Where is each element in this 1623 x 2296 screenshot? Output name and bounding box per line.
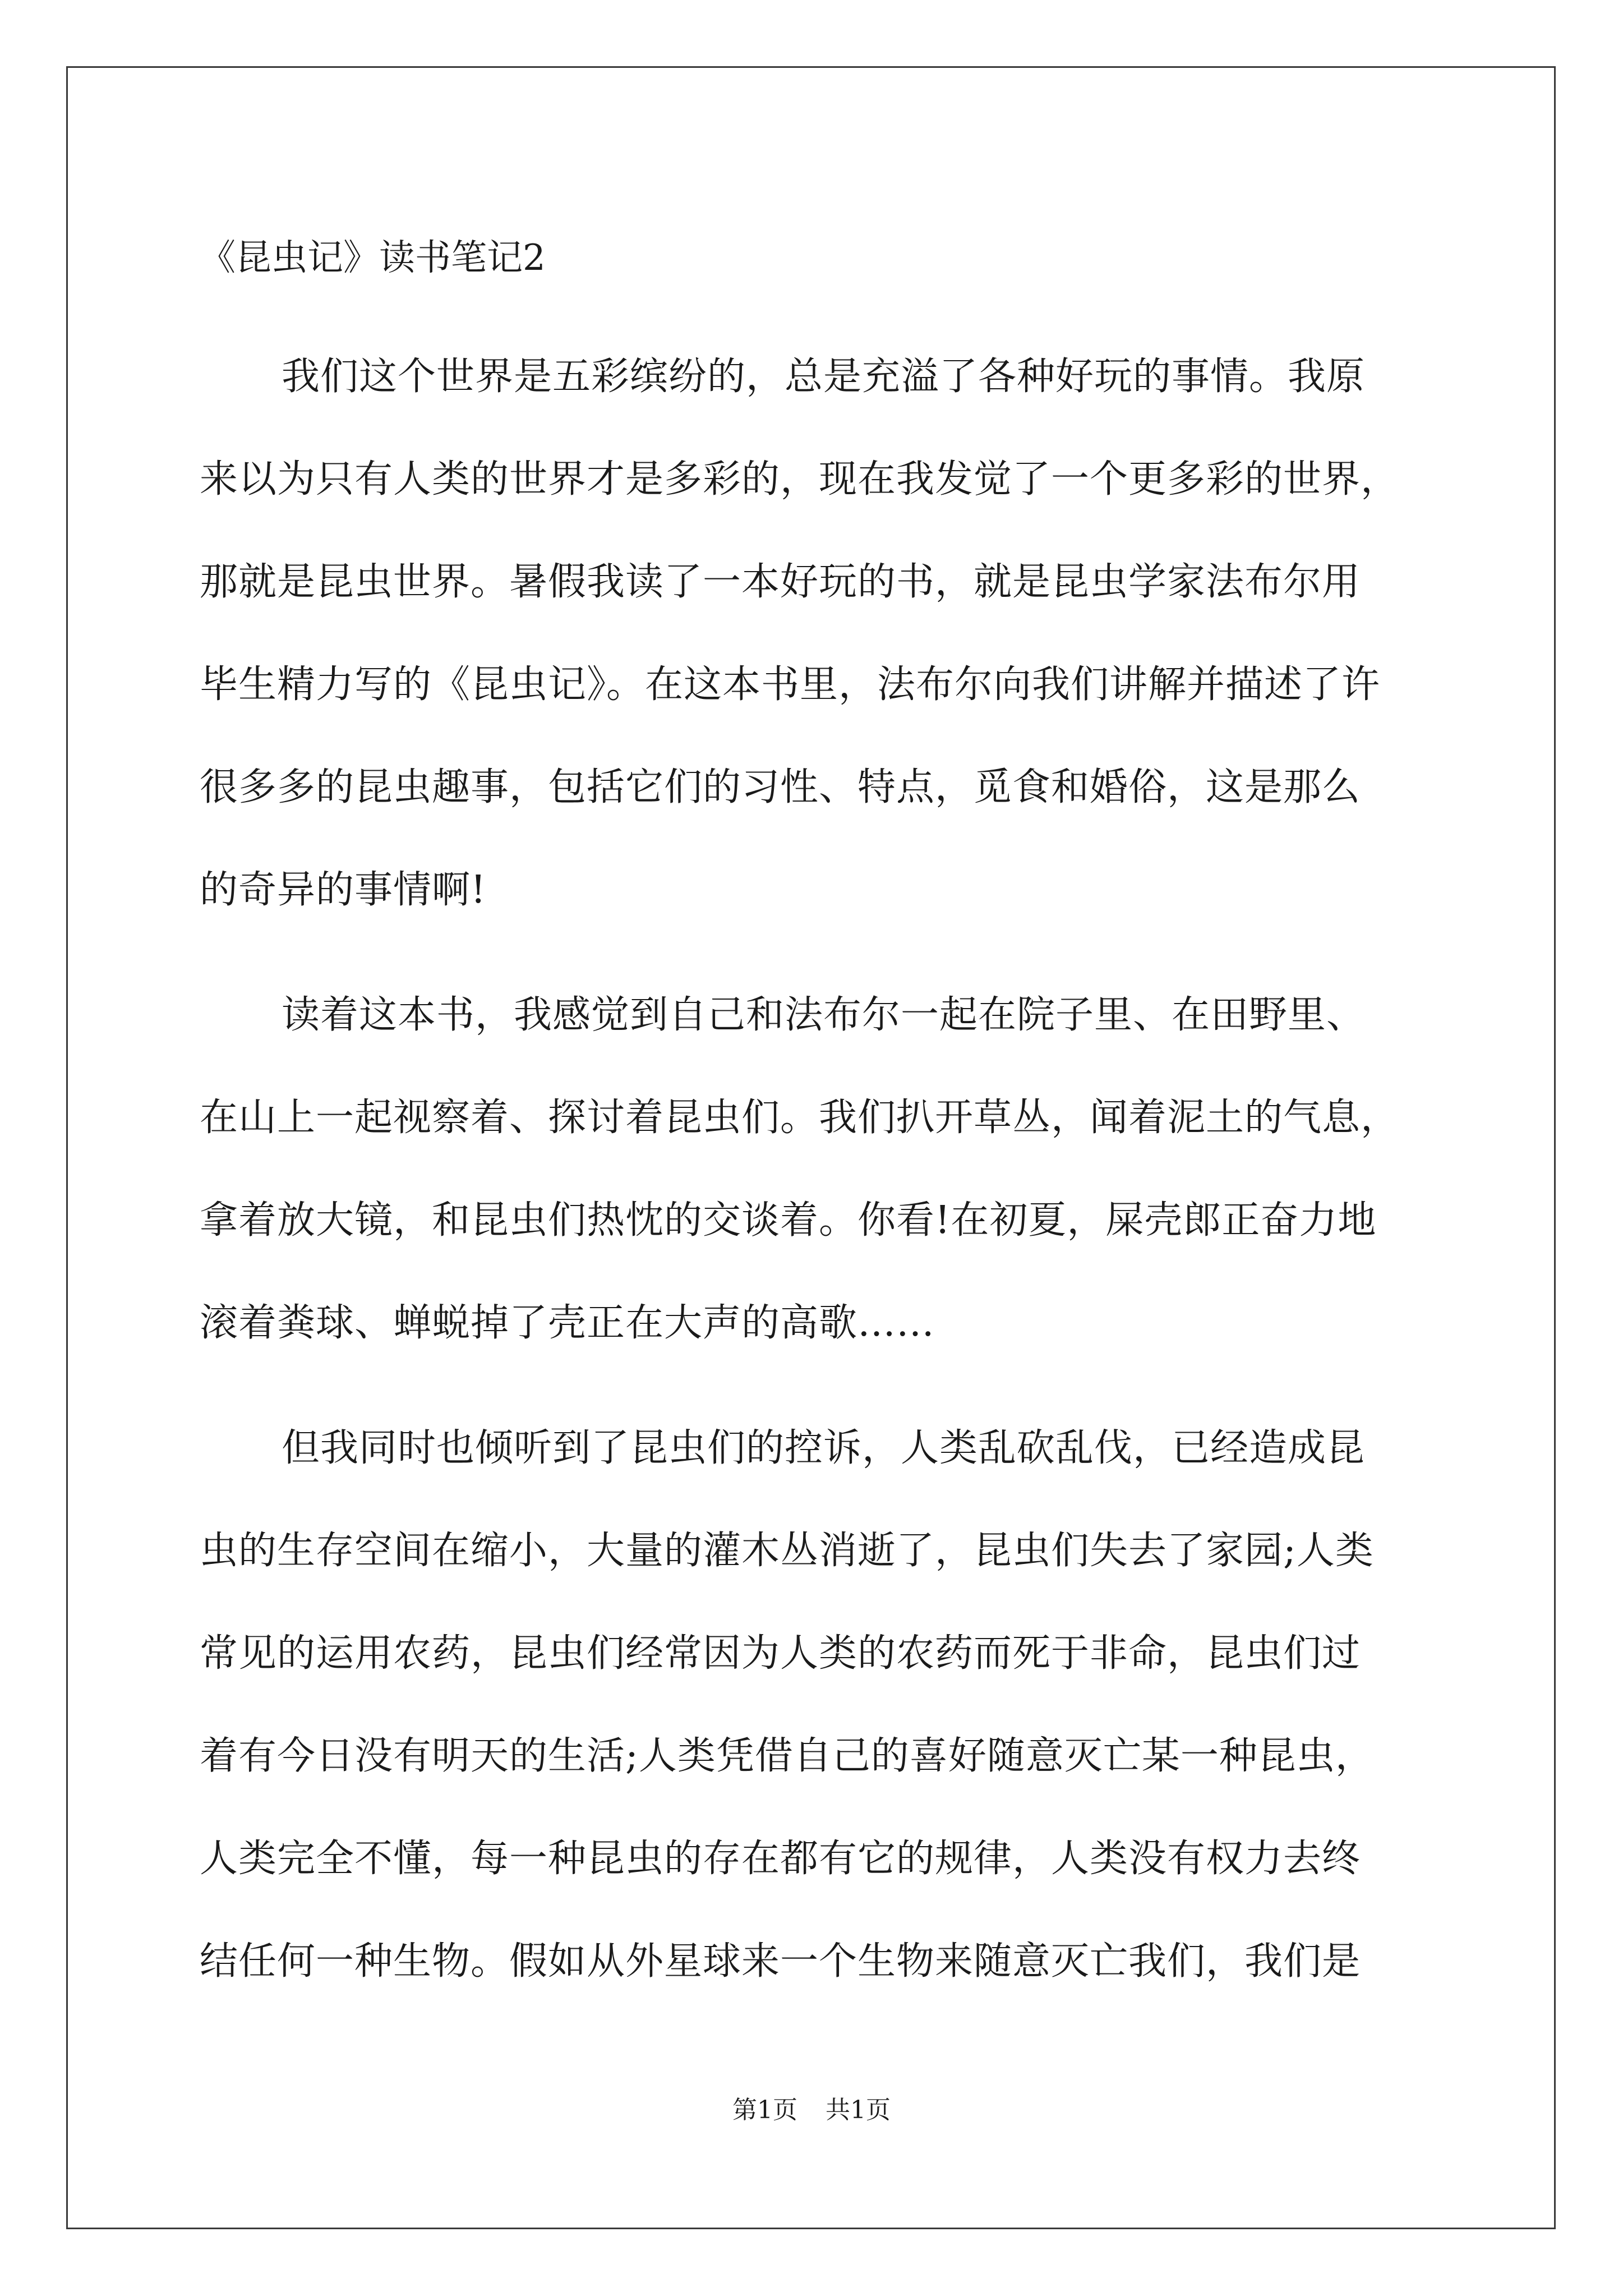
text-line: 很多多的昆虫趣事，包括它们的习性、特点，觅食和婚俗，这是那么: [200, 765, 1361, 809]
text-line: 滚着粪球、蝉蜕掉了壳正在大声的高歌……: [200, 1301, 935, 1345]
text-line: 人类完全不懂，每一种昆虫的存在都有它的规律，人类没有权力去终: [200, 1837, 1361, 1881]
page-total: 共1页: [826, 2096, 891, 2124]
text-line: 着有今日没有明天的生活;人类凭借自己的喜好随意灭亡某一种昆虫，: [200, 1734, 1374, 1778]
text-line: 的奇异的事情啊!: [200, 868, 487, 912]
text-line: 那就是昆虫世界。暑假我读了一本好玩的书，就是昆虫学家法布尔用: [200, 560, 1361, 604]
text-line: 读着这本书，我感觉到自己和法布尔一起在院子里、在田野里、: [282, 993, 1366, 1037]
text-line: 我们这个世界是五彩缤纷的，总是充溢了各种好玩的事情。我原: [282, 355, 1366, 399]
paragraph-1: [200, 325, 1428, 941]
text-line: 拿着放大镜，和昆虫们热忱的交谈着。你看!在初夏，屎壳郎正奋力地: [200, 1198, 1377, 1243]
text-line: 在山上一起视察着、探讨着昆虫们。我们扒开草丛，闻着泥土的气息，: [200, 1096, 1400, 1140]
page-number: 第1页: [732, 2096, 797, 2124]
paragraph-2: [200, 964, 1428, 1374]
document-body: [200, 213, 1428, 2013]
document-title: 《昆虫记》读书笔记2: [200, 237, 546, 279]
page-footer: [0, 2093, 1623, 2127]
text-line: 常见的运用农药，昆虫们经常因为人类的农药而死于非命，昆虫们过: [200, 1631, 1361, 1676]
text-line: 虫的生存空间在缩小，大量的灌木丛消逝了，昆虫们失去了家园;人类: [200, 1529, 1374, 1573]
text-line: 但我同时也倾听到了昆虫们的控诉，人类乱砍乱伐，已经造成昆: [282, 1426, 1366, 1470]
text-line: 来以为只有人类的世界才是多彩的，现在我发觉了一个更多彩的世界，: [200, 457, 1400, 501]
paragraph-3: [200, 1397, 1428, 2013]
text-line: 毕生精力写的《昆虫记》。在这本书里，法布尔向我们讲解并描述了许: [200, 662, 1381, 707]
text-line: 结任何一种生物。假如从外星球来一个生物来随意灭亡我们，我们是: [200, 1939, 1361, 1984]
